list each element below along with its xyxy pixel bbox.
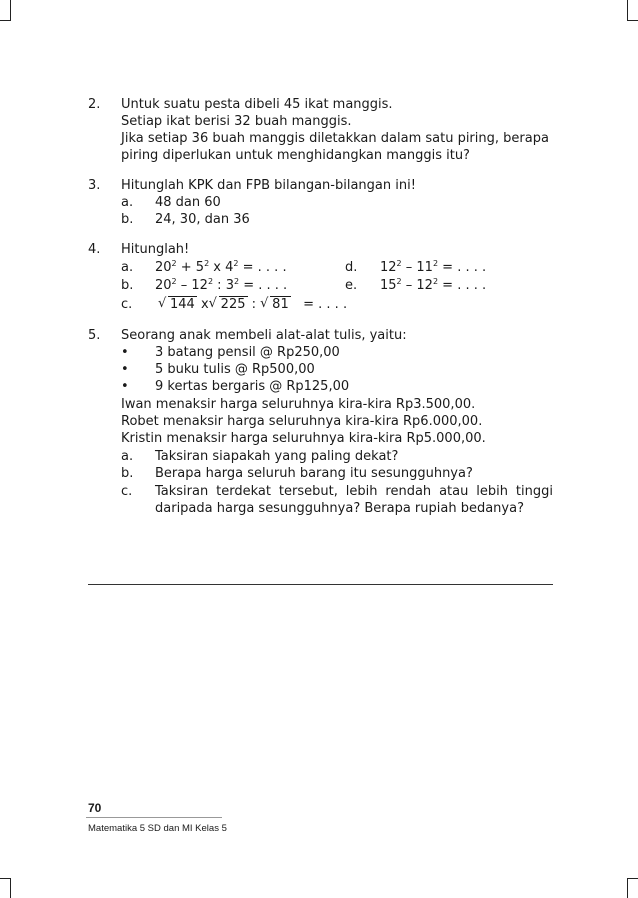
question-5-c-text-continued: daripada harga sesungguhnya? Berapa rupiah bedanya? bbox=[155, 501, 524, 516]
question-5-bullet-3: 9 kertas bergaris @ Rp125,00 bbox=[155, 379, 350, 394]
footer-rule bbox=[86, 817, 222, 818]
square-root-144: √ 144 bbox=[158, 297, 197, 314]
crop-mark-br-h bbox=[627, 878, 638, 879]
question-5-bullet-2: 5 buku tulis @ Rp500,00 bbox=[155, 362, 315, 377]
question-4-e-label: e. bbox=[345, 278, 358, 293]
crop-mark-tl-h bbox=[0, 20, 11, 21]
question-5-text: Seorang anak membeli alat-alat tulis, yaitu: bbox=[121, 328, 407, 343]
question-4-number: 4. bbox=[88, 242, 101, 257]
question-4-b-label: b. bbox=[121, 278, 134, 293]
question-3-b-text: 24, 30, dan 36 bbox=[155, 212, 250, 227]
question-2-line-3: Jika setiap 36 buah manggis diletakkan dalam satu piring, berapa bbox=[121, 131, 549, 146]
question-4-e-expression: $15^2 - 12^2$ = . . . . bbox=[380, 277, 487, 293]
question-5-b-text: Berapa harga seluruh barang itu sesungguhnya? bbox=[155, 466, 473, 481]
crop-mark-tl-v bbox=[10, 0, 11, 20]
question-5-c-text: Taksiran terdekat tersebut, lebih rendah atau lebih tinggi bbox=[155, 484, 553, 499]
question-2-line-1: Untuk suatu pesta dibeli 45 ikat manggis. bbox=[121, 97, 393, 112]
question-3-text: Hitunglah KPK dan FPB bilangan-bilangan ini! bbox=[121, 178, 416, 193]
question-3-b-label: b. bbox=[121, 212, 134, 227]
crop-mark-bl-v bbox=[10, 878, 11, 898]
question-3-number: 3. bbox=[88, 178, 101, 193]
question-5-b-label: b. bbox=[121, 466, 134, 481]
question-5-number: 5. bbox=[88, 328, 101, 343]
question-4-d-expression: $12^2 - 11^2$ = . . . . bbox=[380, 259, 487, 275]
question-4-b-expression: $20^2 - 12^2$ : $3^2$ = . . . . bbox=[155, 277, 288, 293]
crop-mark-bl-h bbox=[0, 878, 11, 879]
question-5-a-label: a. bbox=[121, 449, 134, 464]
square-root-81: √ 81 bbox=[260, 297, 291, 314]
crop-mark-tr-v bbox=[627, 0, 628, 20]
question-4-a-label: a. bbox=[121, 260, 134, 275]
question-5-c-label: c. bbox=[121, 484, 133, 499]
question-3-a-label: a. bbox=[121, 195, 134, 210]
question-2-line-4: piring diperlukan untuk menghidangkan manggis itu? bbox=[121, 148, 470, 163]
crop-mark-tr-h bbox=[627, 20, 638, 21]
bullet-1: • bbox=[121, 345, 129, 360]
question-3-a-text: 48 dan 60 bbox=[155, 195, 221, 210]
square-root-225: √ 225 bbox=[209, 297, 248, 314]
question-5-line-3: Kristin menaksir harga seluruhnya kira-kira Rp5.000,00. bbox=[121, 431, 486, 446]
page-number: 70 bbox=[88, 801, 102, 815]
question-4-d-label: d. bbox=[345, 260, 358, 275]
question-5-a-text: Taksiran siapakah yang paling dekat? bbox=[155, 449, 399, 464]
bullet-2: • bbox=[121, 362, 129, 377]
section-divider bbox=[88, 584, 553, 585]
question-4-text: Hitunglah! bbox=[121, 242, 190, 257]
question-4-c-label: c. bbox=[121, 297, 133, 312]
crop-mark-br-v bbox=[627, 878, 628, 898]
question-4-a-expression: $20^2 + 5^2$ x $4^2$ = . . . . bbox=[155, 259, 287, 275]
bullet-3: • bbox=[121, 379, 129, 394]
question-4-c-expression: √ 144 x√ 225 : √ 81 = . . . . bbox=[158, 297, 347, 314]
book-title: Matematika 5 SD dan MI Kelas 5 bbox=[88, 823, 227, 834]
question-5-line-2: Robet menaksir harga seluruhnya kira-kira Rp6.000,00. bbox=[121, 414, 483, 429]
question-2-line-2: Setiap ikat berisi 32 buah manggis. bbox=[121, 114, 352, 129]
question-5-bullet-1: 3 batang pensil @ Rp250,00 bbox=[155, 345, 340, 360]
question-5-line-1: Iwan menaksir harga seluruhnya kira-kira Rp3.500,00. bbox=[121, 397, 476, 412]
question-2-number: 2. bbox=[88, 97, 101, 112]
